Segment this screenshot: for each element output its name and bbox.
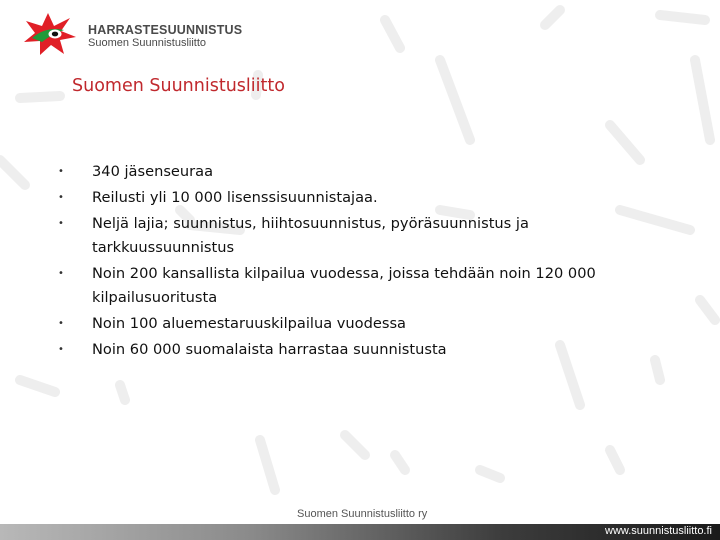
orienteering-star-logo-icon	[18, 12, 80, 56]
bullet-icon: •	[58, 218, 64, 229]
list-item	[58, 186, 658, 210]
list-item	[58, 338, 658, 362]
logo-subtitle: Suomen Suunnistusliitto	[88, 37, 207, 49]
list-item	[58, 160, 658, 184]
bullet-icon: •	[58, 318, 64, 329]
footer-organization: Suomen Suunnistusliitto ry	[297, 508, 428, 520]
list-item	[58, 212, 658, 260]
bullet-icon: •	[58, 192, 64, 203]
list-item	[58, 262, 658, 310]
bullet-icon: •	[58, 344, 64, 355]
list-item-text: Noin 100 aluemestaruuskilpailua vuodessa	[92, 315, 406, 332]
list-item-text: 340 jäsenseuraa	[92, 163, 214, 180]
list-item-text: Noin 200 kansallista kilpailua vuodessa, joissa tehdään noin 120 000 kilpailusuoritusta	[92, 265, 596, 306]
list-item-text: Noin 60 000 suomalaista harrastaa suunnistusta	[92, 341, 447, 358]
logo	[18, 12, 243, 56]
slide-title: Suomen Suunnistusliitto	[72, 76, 285, 96]
list-item	[58, 312, 658, 336]
list-item-text: Reilusti yli 10 000 lisenssisuunnistajaa.	[92, 189, 378, 206]
footer-bar	[0, 524, 720, 540]
footer-url-link[interactable]: www.suunnistusliitto.fi	[605, 525, 712, 537]
bullet-icon: •	[58, 268, 64, 279]
list-item-text: Neljä lajia; suunnistus, hiihtosuunnistus, pyöräsuunnistus ja tarkkuussuunnistus	[92, 215, 529, 256]
bullet-list	[58, 160, 658, 364]
logo-title: HARRASTESUUNNISTUS	[88, 23, 243, 37]
bullet-icon: •	[58, 166, 64, 177]
